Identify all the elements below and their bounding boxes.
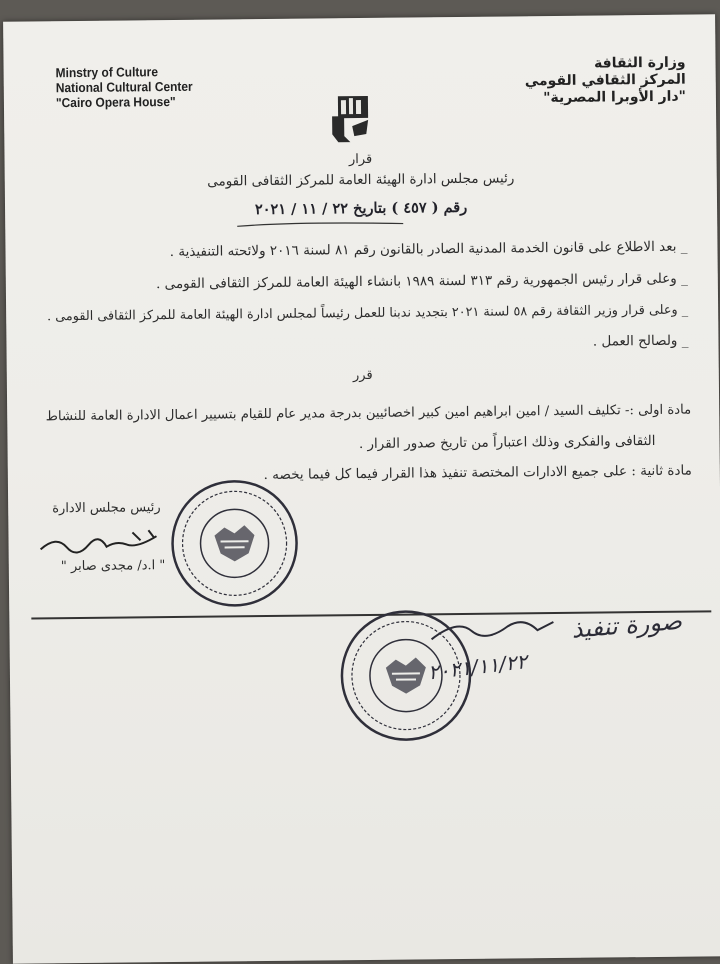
header-arabic: [525, 55, 686, 108]
decision-number-date: رقم ( ٤٥٧ ) بتاريخ ٢٢ / ١١ / ٢٠٢١: [254, 198, 468, 219]
preamble-line: _ ولصالح العمل .: [592, 332, 689, 350]
preamble-line: _ بعد الاطلاع على قانون الخدمة المدنية الصادر بالقانون رقم ٨١ لسنة ٢٠١٦ ولائحته التنفيذية .: [169, 238, 688, 261]
article-one-continued: الثقافى والفكرى وذلك اعتباراً من تاريخ صدور القرار .: [358, 432, 656, 453]
center-name-ar: المركز الثقافي القومي: [524, 71, 686, 90]
signature-icon: [36, 526, 166, 557]
ministry-name-ar: وزارة الثقافة: [593, 54, 686, 72]
opera-house-name-ar: "دار الأوبرا المصرية": [543, 88, 686, 107]
article-two: مادة ثانية : على جميع الادارات المختصة تنفيذ هذا القرار فيما كل فيما يخصه .: [263, 462, 692, 484]
true-copy-annotation: صورة تنفيذ: [570, 606, 683, 644]
official-seal-icon: [168, 477, 301, 610]
issuer-title: رئيس مجلس ادارة الهيئة العامة للمركز الثقافى القومى: [207, 170, 515, 190]
signature-title: رئيس مجلس الادارة: [52, 500, 161, 517]
preamble-line: _ وعلى قرار وزير الثقافة رقم ٥٨ لسنة ٢٠٢١ بتجديد ندبنا للعمل رئيساً لمجلس ادارة الهيئة العامة للمركز الثقافى القومى .: [47, 302, 689, 325]
preamble-line: _ وعلى قرار رئيس الجمهورية رقم ٣١٣ لسنة ١٩٨٩ بانشاء الهيئة العامة للمركز الثقافى القومى .: [155, 270, 688, 293]
decided-heading: قرر: [352, 367, 373, 384]
document-page: [3, 14, 720, 963]
certification-seal-icon: [337, 607, 474, 744]
header-english: [56, 64, 205, 111]
ministry-name-en: Minstry of Culture: [55, 64, 159, 81]
article-one: مادة اولى :- تكليف السيد / امين ابراهيم امين كبير اخصائيين بدرجة مدير عام للقيام بتسيير اعمال الادارة العامة للنشاط: [45, 402, 692, 425]
opera-house-name-en: "Cairo Opera House": [55, 93, 176, 111]
underline-icon: [235, 220, 405, 230]
cairo-opera-logo-icon: [322, 86, 381, 147]
center-name-en: National Cultural Center: [55, 78, 193, 96]
handwritten-date: ٢٠٢١/١١/٢٢: [426, 649, 529, 685]
decision-heading: قرار: [348, 151, 373, 168]
signatory-name: " ا.د/ مجدى صابر ": [60, 558, 166, 575]
